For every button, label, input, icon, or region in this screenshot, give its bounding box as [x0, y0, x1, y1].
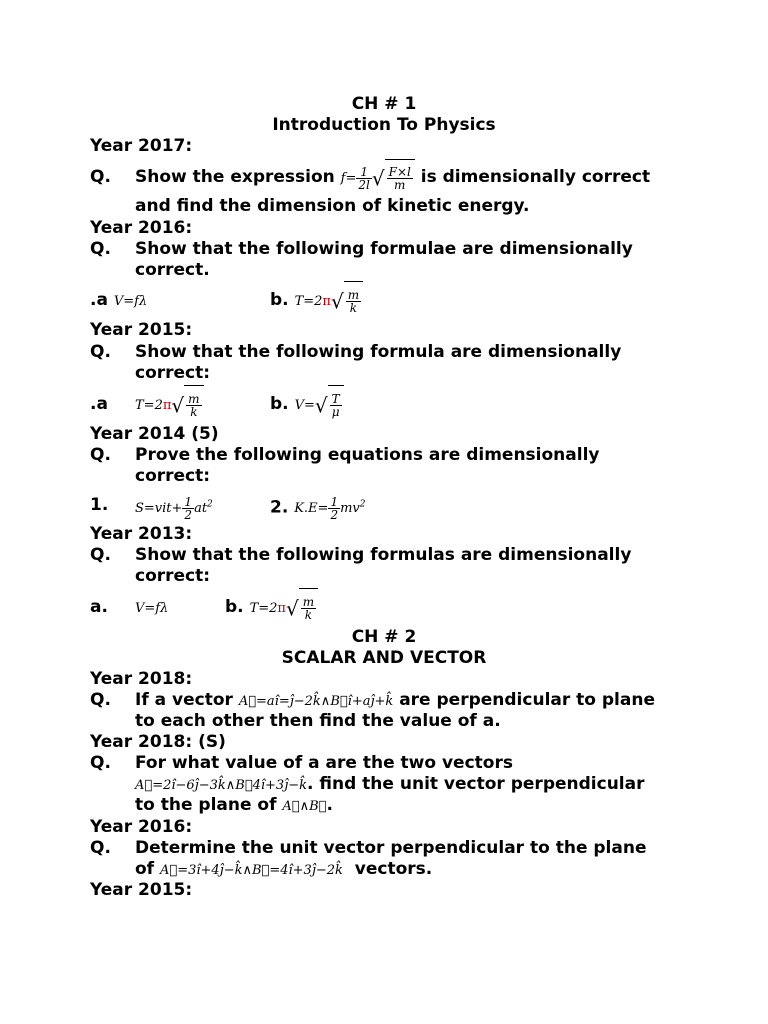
option-label: b. T=2π√ $\frac{m}{k}$	[270, 280, 363, 322]
option-label: 1.	[90, 495, 109, 515]
question-text: A⃗=2î−6ĵ−3k̂∧B⃗4î+3ĵ−k̂. find the unit vector perpendicular	[135, 774, 645, 794]
option-label: a.	[90, 597, 108, 617]
year-label: Year 2015:	[90, 880, 193, 900]
year-label: Year 2018:	[90, 669, 193, 689]
year-label: Year 2015:	[90, 320, 193, 340]
chapter-2-heading: CH # 2	[351, 627, 417, 647]
question-text: correct:	[135, 566, 211, 586]
year-label: Year 2016:	[90, 218, 193, 238]
question-text: Show that the following formulas are dimensionally	[135, 545, 632, 565]
option-label: .a V=fλ	[90, 290, 148, 310]
question-text: correct.	[135, 260, 210, 280]
question-text: Show the expression f= $\frac{1}{2l}$ √ $\frac{F\times l}{m}$ is dimensionally correct	[135, 158, 650, 198]
question-text: Determine the unit vector perpendicular to the plane	[135, 838, 647, 858]
question-text: Show that the following formula are dimensionally	[135, 342, 622, 362]
question-text: Show that the following formulae are dimensionally	[135, 239, 633, 259]
question-marker: Q.	[90, 445, 111, 465]
question-marker: Q.	[90, 690, 111, 710]
option-label: 2. K.E= $\frac{1}{2}$ $mv^2$	[270, 495, 366, 523]
question-text: to the plane of A⃗∧B⃗.	[135, 795, 333, 815]
formula: V=fλ	[135, 601, 169, 616]
chapter-1-heading: CH # 1	[351, 94, 417, 114]
question-text: and find the dimension of kinetic energy.	[135, 196, 530, 216]
question-marker: Q.	[90, 838, 111, 858]
formula-frequency: f= $\frac{1}{2l}$ √ $\frac{F\times l}{m}$	[341, 171, 415, 186]
question-text: correct:	[135, 466, 211, 486]
question-text: For what value of a are the two vectors	[135, 753, 513, 773]
formula: S=vit+ $\frac{1}{2}$ $at^2$	[135, 495, 213, 523]
year-label: Year 2013:	[90, 524, 193, 544]
year-label: Year 2017:	[90, 136, 193, 156]
year-label: Year 2016:	[90, 817, 193, 837]
question-text: correct:	[135, 363, 211, 383]
question-marker: Q.	[90, 167, 111, 187]
question-marker: Q.	[90, 753, 111, 773]
chapter-1-title: Introduction To Physics	[272, 115, 496, 135]
question-text: to each other then find the value of a.	[135, 711, 501, 731]
chapter-2-title: SCALAR AND VECTOR	[281, 648, 487, 668]
question-marker: Q.	[90, 545, 111, 565]
year-label: Year 2018: (S)	[90, 732, 226, 752]
question-text: of A⃗=3î+4ĵ−k̂∧B⃗=4î+3ĵ−2k̂ vectors.	[135, 859, 433, 879]
question-marker: Q.	[90, 239, 111, 259]
year-label: Year 2014 (5)	[90, 424, 219, 444]
option-label: b. T=2π√ $\frac{m}{k}$	[225, 587, 318, 629]
question-text: If a vector A⃗=aî=ĵ−2k̂∧B⃗î+aĵ+k̂ are perpendicular to plane	[135, 690, 655, 710]
question-marker: Q.	[90, 342, 111, 362]
question-text: Prove the following equations are dimensionally	[135, 445, 600, 465]
option-label: b. V=√ $\frac{T}{\mu}$	[270, 384, 344, 426]
option-label: .a	[90, 394, 108, 414]
formula: T=2π√ $\frac{m}{k}$	[135, 384, 204, 426]
